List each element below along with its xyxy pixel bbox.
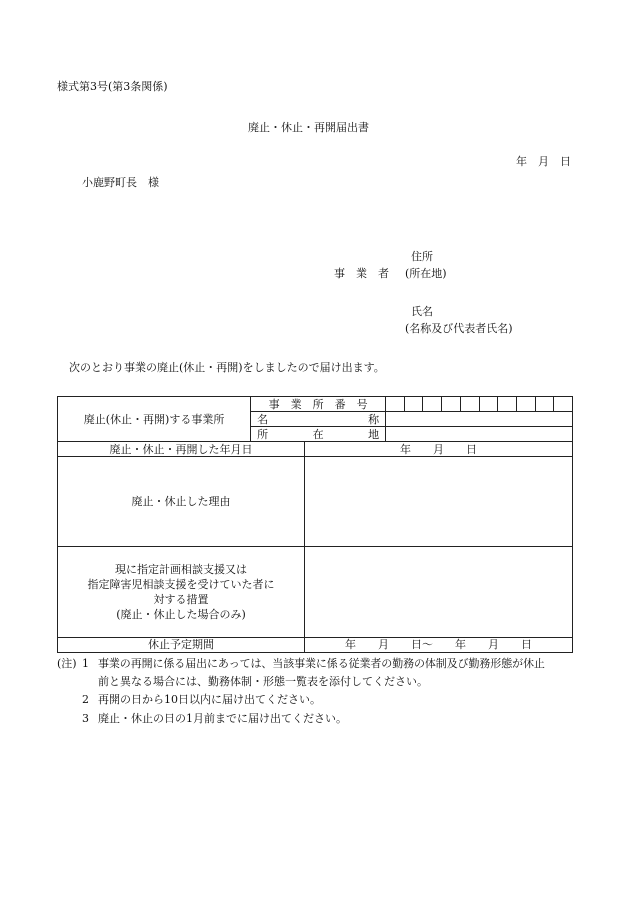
reason-label: 廃止・休止した理由 xyxy=(58,457,305,546)
notification-table xyxy=(57,396,573,653)
office-number-digit[interactable] xyxy=(554,397,573,412)
office-name-label-left: 名 xyxy=(257,412,269,426)
date-row-label: 廃止・休止・再開した年月日 xyxy=(58,442,305,457)
office-number-digit[interactable] xyxy=(404,397,423,412)
office-number-label: 事 業 所 番 号 xyxy=(251,397,386,412)
form-number: 様式第3号(第3条関係) xyxy=(57,80,168,93)
address-sub-label: (所在地) xyxy=(405,267,447,280)
note-number: 1 xyxy=(82,657,89,670)
office-address-label-cell xyxy=(251,427,386,442)
office-address-label-right: 地 xyxy=(368,427,380,441)
office-number-digit[interactable] xyxy=(535,397,554,412)
note-text: 再開の日から10日以内に届け出てください。 xyxy=(98,693,321,706)
period-value[interactable]: 年 月 日～ 年 月 日 xyxy=(305,637,573,652)
note-number: 2 xyxy=(82,693,89,706)
note-number: 3 xyxy=(82,712,89,725)
measures-field[interactable] xyxy=(305,546,573,637)
note-text: 廃止・休止の日の1月前までに届け出てください。 xyxy=(98,712,347,725)
office-header-cell: 廃止(休止・再開)する事業所 xyxy=(58,397,251,442)
office-number-digit[interactable] xyxy=(479,397,498,412)
office-number-digit[interactable] xyxy=(498,397,517,412)
office-address-field[interactable] xyxy=(386,427,573,442)
office-name-field[interactable] xyxy=(386,412,573,427)
note-prefix: (注) xyxy=(57,657,77,670)
office-name-label-cell xyxy=(251,412,386,427)
office-address-label-left: 所 xyxy=(257,427,269,441)
recipient: 小鹿野町長 様 xyxy=(82,176,159,189)
office-address-label-mid: 在 xyxy=(312,427,324,441)
business-operator-label: 事 業 者 xyxy=(334,267,389,280)
name-label: 氏名 xyxy=(411,305,433,318)
measures-label: 現に指定計画相談支援又は 指定障害児相談支援を受けていた者に 対する措置 (廃止・休止した場合のみ) xyxy=(58,546,305,637)
note-text: 事業の再開に係る届出にあっては、当該事業に係る従業者の勤務の体制及び勤務形態が休止 xyxy=(98,657,545,670)
note-text: 前と異なる場合には、勤務体制・形態一覧表を添付してください。 xyxy=(98,675,428,688)
name-sub-label: (名称及び代表者氏名) xyxy=(405,322,513,335)
office-number-digit[interactable] xyxy=(423,397,442,412)
document-title: 廃止・休止・再開届出書 xyxy=(248,121,369,134)
office-name-label-right: 称 xyxy=(368,412,380,426)
office-number-digit[interactable] xyxy=(386,397,405,412)
address-label: 住所 xyxy=(411,250,433,263)
reason-field[interactable] xyxy=(305,457,573,546)
period-label: 休止予定期間 xyxy=(58,637,305,652)
intro-text: 次のとおり事業の廃止(休止・再開)をしましたので届け出ます。 xyxy=(69,361,385,374)
office-number-digit[interactable] xyxy=(516,397,535,412)
date-row-value[interactable]: 年 月 日 xyxy=(305,442,573,457)
office-number-digit[interactable] xyxy=(442,397,461,412)
office-number-digit[interactable] xyxy=(460,397,479,412)
date-line: 年 月 日 xyxy=(516,155,571,168)
